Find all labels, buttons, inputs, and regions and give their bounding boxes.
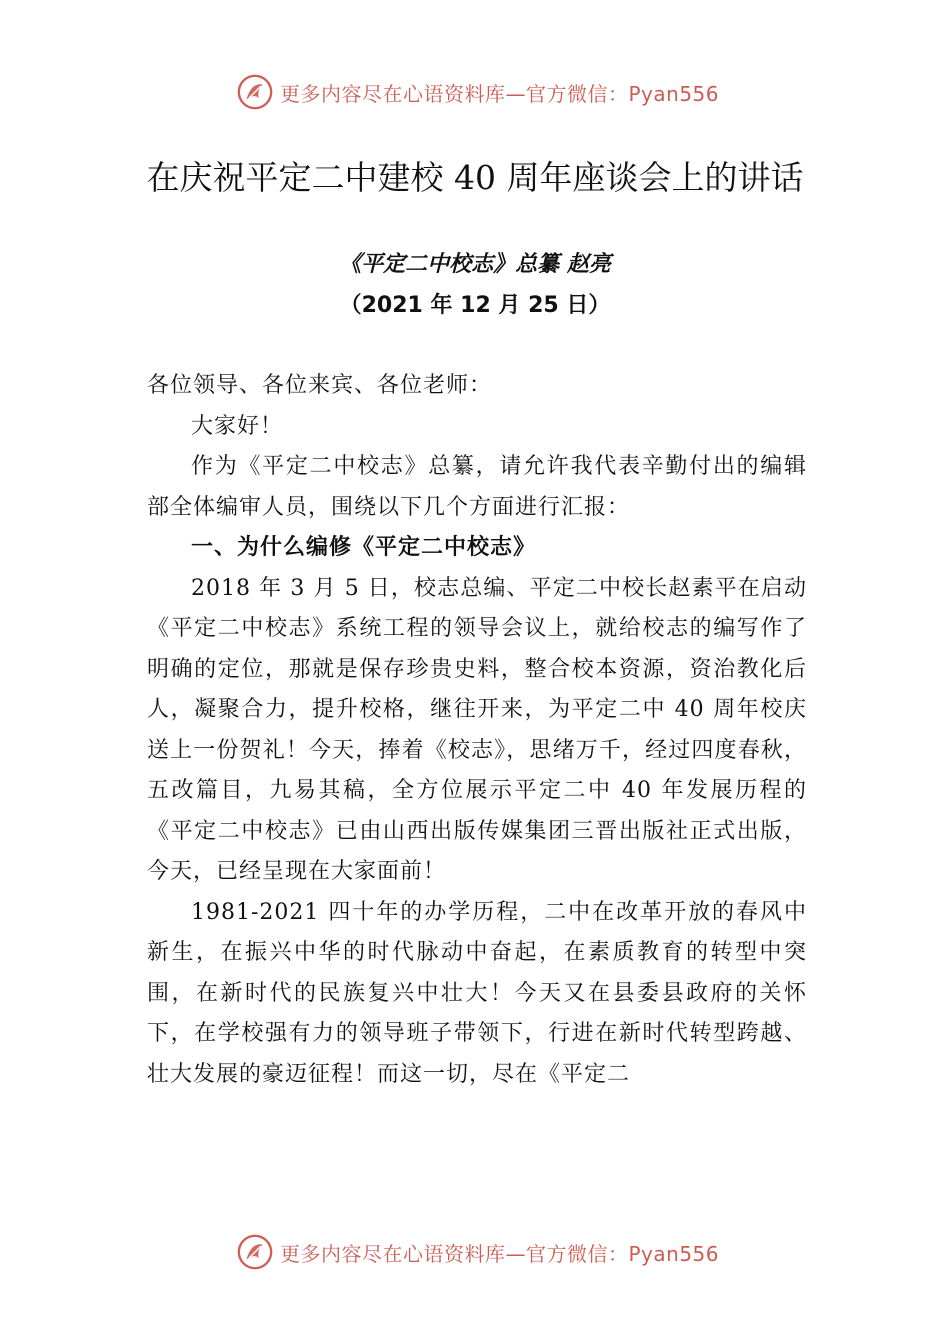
greeting: 大家好！ [191,413,284,439]
document-date: （2021 年 12 月 25 日） [339,293,611,318]
document-body [147,366,807,1095]
watermark-text: 更多内容尽在心语资料库—官方微信：Pyan556 [280,1241,720,1266]
section-heading: 一、为什么编修《平定二中校志》 [191,535,537,560]
watermark-logo-icon [236,73,274,111]
watermark-banner-top [236,72,719,112]
document-author: 《平定二中校志》总纂 赵亮 [339,251,611,277]
intro-paragraph: 作为《平定二中校志》总纂，请允许我代表辛勤付出的编辑部全体编审人员，围绕以下几个方面进行汇报： [147,454,807,520]
document-title: 在庆祝平定二中建校 40 周年座谈会上的讲话 [146,158,804,197]
watermark-logo-icon [236,1233,274,1271]
watermark-banner-bottom [236,1232,719,1272]
body-paragraph-2: 1981-2021 四十年的办学历程，二中在改革开放的春风中新生，在振兴中华的时代脉动中奋起，在素质教育的转型中突围，在新时代的民族复兴中壮大！今天又在县委县政府的关怀下，在学校强有力的领导班子带领下，行进在新时代转型跨越、壮大发展的豪迈征程！而这一切，尽在《平定二 [147,899,807,1087]
body-paragraph-1: 2018 年 3 月 5 日，校志总编、平定二中校长赵素平在启动《平定二中校志》系统工程的领导会议上，就给校志的编写作了明确的定位，那就是保存珍贵史料，整合校本资源，资治教化后人，凝聚合力，提升校格，继往开来，为平定二中 40 周年校庆送上一份贺礼！今天，捧着《校志》，思绪万千，经过四度春秋，五改篇目，九易其稿，全方位展示平定二中 40 年发展历程的《平定二中校志》已由山西出版传媒集团三晋出版社正式出版，今天，已经呈现在大家面前！ [147,575,807,884]
salutation: 各位领导、各位来宾、各位老师： [147,373,493,398]
watermark-text: 更多内容尽在心语资料库—官方微信：Pyan556 [280,81,720,106]
